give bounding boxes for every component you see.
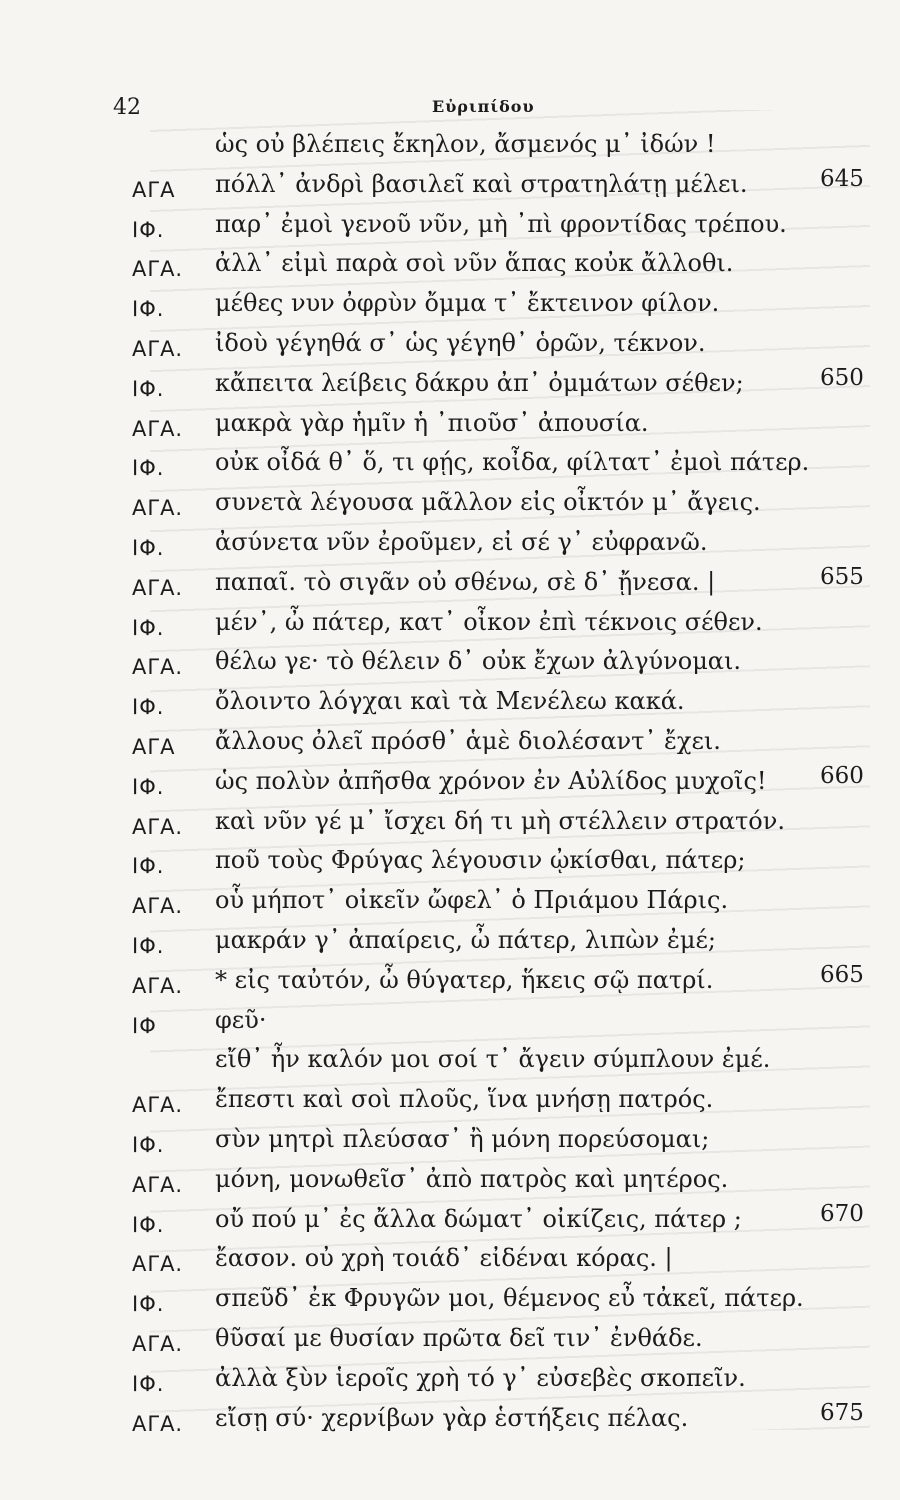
running-head: Εὐριπίδου bbox=[432, 97, 535, 116]
speaker-label: ΑΓΑ. bbox=[132, 1172, 184, 1197]
verse-text: φεῦ· bbox=[215, 1005, 267, 1034]
verse-line bbox=[0, 130, 900, 170]
speaker-label: ΙΦ. bbox=[132, 456, 165, 481]
verse-line bbox=[0, 1364, 900, 1404]
verse-text: εἴθ᾽ ἦν καλόν μοι σοί τ᾽ ἄγειν σύμπλουν ἐμέ. bbox=[215, 1045, 771, 1074]
verse-text: καὶ νῦν γέ μ᾽ ἴσχει δή τι μὴ στέλλειν στρατόν. bbox=[215, 806, 785, 835]
speaker-label: ΙΦ. bbox=[132, 297, 165, 322]
verse-line bbox=[0, 926, 900, 966]
verse-line bbox=[0, 1244, 900, 1284]
verse-line bbox=[0, 409, 900, 449]
speaker-label: ΑΓΑ. bbox=[132, 1093, 184, 1118]
verse-text: οὔ πού μ᾽ ἐς ἄλλα δώματ᾽ οἰκίζεις, πάτερ ; bbox=[215, 1204, 742, 1233]
speaker-label: ΑΓΑ. bbox=[132, 1411, 184, 1436]
verse-text: θῦσαί με θυσίαν πρῶτα δεῖ τιν᾽ ἐνθάδε. bbox=[215, 1324, 703, 1352]
verse-line bbox=[0, 727, 900, 767]
verse-text: οὐκ οἶδά θ᾽ ὅ, τι φῄς, κοἶδα, φίλτατ᾽ ἐμοὶ πάτερ. bbox=[215, 448, 810, 477]
speaker-label: ΙΦ. bbox=[132, 536, 165, 560]
speaker-label: ΙΦ. bbox=[132, 934, 165, 958]
verse-line bbox=[0, 1006, 900, 1046]
verse-text: ἀλλὰ ξὺν ἱεροῖς χρὴ τό γ᾽ εὐσεβὲς σκοπεῖν. bbox=[215, 1363, 746, 1392]
verse-line bbox=[0, 961, 900, 1006]
verse-line bbox=[0, 807, 900, 847]
speaker-label: ΑΓΑ. bbox=[132, 337, 184, 361]
speaker-label: ΙΦ. bbox=[132, 217, 165, 242]
speaker-label: ΑΓΑ. bbox=[132, 496, 184, 521]
verse-line bbox=[0, 563, 900, 608]
speaker-label: ΑΓΑ. bbox=[132, 416, 184, 441]
verse-line bbox=[0, 488, 900, 528]
verse-text: ἔπεστι καὶ σοὶ πλοῦς, ἵνα μνήσῃ πατρός. bbox=[215, 1085, 714, 1114]
speaker-label: ΑΓΑ. bbox=[132, 575, 184, 600]
verse-text: μέθες νυν ὀφρὺν ὄμμα τ᾽ ἔκτεινον φίλον. bbox=[215, 289, 720, 318]
speaker-label: ΑΓΑ. bbox=[132, 814, 184, 839]
page-number: 42 bbox=[113, 95, 141, 120]
verse-line bbox=[0, 289, 900, 329]
verse-line bbox=[0, 329, 900, 369]
speaker-label: ΑΓΑ. bbox=[132, 1252, 184, 1277]
verse-text: πόλλ᾽ ἀνδρὶ βασιλεῖ καὶ στρατηλάτῃ μέλει. bbox=[215, 169, 748, 198]
verse-text: σπεῦδ᾽ ἐκ Φρυγῶν μοι, θέμενος εὖ τἀκεῖ, πάτερ. bbox=[215, 1284, 804, 1313]
verse-line bbox=[0, 1045, 900, 1085]
line-number: 650 bbox=[820, 364, 864, 391]
speaker-label: ΑΓΑ. bbox=[132, 257, 184, 282]
verse-line bbox=[0, 528, 900, 568]
verse-text: ὡς οὐ βλέπεις ἔκηλον, ἄσμενός μ᾽ ἰδών ! bbox=[215, 130, 716, 158]
verse-line bbox=[0, 249, 900, 289]
verse-text: θέλω γε· τὸ θέλειν δ᾽ οὐκ ἔχων ἀλγύνομαι. bbox=[215, 647, 742, 676]
verse-text: μακράν γ᾽ ἀπαίρεις, ὦ πάτερ, λιπὼν ἐμέ; bbox=[215, 926, 716, 954]
verse-line bbox=[0, 886, 900, 926]
verse-text: εἴσῃ σύ· χερνίβων γὰρ ἑστήξεις πέλας. bbox=[215, 1403, 689, 1432]
speaker-label: ΙΦ. bbox=[132, 1292, 165, 1317]
verse-text: ὄλοιντο λόγχαι καὶ τὰ Μενέλεω κακά. bbox=[215, 687, 685, 716]
verse-text: ἀλλ᾽ εἰμὶ παρὰ σοὶ νῦν ἅπας κοὐκ ἄλλοθι. bbox=[215, 249, 734, 278]
verse-line bbox=[0, 1324, 900, 1364]
speaker-label: ΙΦ bbox=[132, 1013, 157, 1038]
verse-line bbox=[0, 647, 900, 687]
speaker-label: ΙΦ. bbox=[132, 695, 165, 720]
verse-line bbox=[0, 846, 900, 886]
verse-text: συνετὰ λέγουσα μᾶλλον εἰς οἶκτόν μ᾽ ἄγεις. bbox=[215, 488, 761, 517]
verse-line bbox=[0, 1399, 900, 1444]
line-number: 665 bbox=[820, 961, 864, 988]
verse-text: οὗ μήποτ᾽ οἰκεῖν ὤφελ᾽ ὁ Πριάμου Πάρις. bbox=[215, 886, 729, 915]
verse-line bbox=[0, 762, 900, 807]
verse-line bbox=[0, 608, 900, 648]
speaker-label: ΙΦ. bbox=[132, 615, 165, 640]
verse-text: μόνη, μονωθεῖσ᾽ ἀπὸ πατρὸς καὶ μητέρος. bbox=[215, 1164, 729, 1193]
verse-line bbox=[0, 687, 900, 727]
verse-text: ἄλλους ὀλεῖ πρόσθ᾽ ἁμὲ διολέσαντ᾽ ἔχει. bbox=[215, 727, 721, 755]
verse-text: ἔασον. οὐ χρὴ τοιάδ᾽ εἰδέναι κόρας. | bbox=[215, 1244, 673, 1273]
verse-line bbox=[0, 1125, 900, 1165]
verse-line bbox=[0, 448, 900, 488]
line-number: 645 bbox=[820, 165, 864, 192]
speaker-label: ΙΦ. bbox=[132, 1133, 165, 1157]
speaker-label: ΙΦ. bbox=[132, 1212, 165, 1237]
line-number: 660 bbox=[820, 762, 864, 789]
speaker-label: ΑΓΑ. bbox=[132, 973, 184, 998]
speaker-label: ΑΓΑ. bbox=[132, 1332, 184, 1356]
verse-text: παπαῖ. τὸ σιγᾶν οὐ σθένω, σὲ δ᾽ ᾔνεσα. | bbox=[215, 567, 716, 596]
verse-text: κἄπειτα λείβεις δάκρυ ἀπ᾽ ὀμμάτων σέθεν; bbox=[215, 368, 744, 397]
line-number: 675 bbox=[820, 1399, 864, 1426]
speaker-label: ΑΓΑ bbox=[132, 735, 176, 759]
verse-line bbox=[0, 1200, 900, 1245]
speaker-label: ΙΦ. bbox=[132, 376, 165, 401]
verse-line bbox=[0, 210, 900, 250]
verse-text: ἰδοὺ γέγηθά σ᾽ ὡς γέγηθ᾽ ὁρῶν, τέκνον. bbox=[215, 329, 706, 357]
speaker-label: ΑΓΑ. bbox=[132, 655, 184, 680]
verse-text: ἀσύνετα νῦν ἐροῦμεν, εἰ σέ γ᾽ εὐφρανῶ. bbox=[215, 528, 708, 556]
verse-text: μέν᾽, ὦ πάτερ, κατ᾽ οἶκον ἐπὶ τέκνοις σέθεν. bbox=[215, 607, 763, 636]
verse-text: παρ᾽ ἐμοὶ γενοῦ νῦν, μὴ ᾽πὶ φροντίδας τρέπου. bbox=[215, 209, 787, 238]
verse-line bbox=[0, 1085, 900, 1125]
verse-line bbox=[0, 364, 900, 409]
speaker-label: ΙΦ. bbox=[132, 1371, 165, 1396]
verse-text: ποῦ τοὺς Φρύγας λέγουσιν ᾠκίσθαι, πάτερ; bbox=[215, 846, 746, 875]
verse-text: σὺν μητρὶ πλεύσασ᾽ ἢ μόνη πορεύσομαι; bbox=[215, 1125, 710, 1153]
verse-text: ὡς πολὺν ἀπῆσθα χρόνον ἐν Αὐλίδος μυχοῖς! bbox=[215, 766, 767, 795]
line-number: 655 bbox=[820, 563, 864, 590]
speaker-label: ΑΓΑ. bbox=[132, 894, 184, 919]
verse-line bbox=[0, 165, 900, 210]
speaker-label: ΙΦ. bbox=[132, 774, 165, 799]
verse-line bbox=[0, 1284, 900, 1324]
verse-text: * εἰς ταὐτόν, ὦ θύγατερ, ἥκεις σῷ πατρί. bbox=[215, 965, 714, 994]
speaker-label: ΑΓΑ bbox=[132, 177, 176, 202]
line-number: 670 bbox=[820, 1200, 864, 1227]
speaker-label: ΙΦ. bbox=[132, 854, 165, 879]
verse-text: μακρὰ γὰρ ἡμῖν ἡ ᾽πιοῦσ᾽ ἀπουσία. bbox=[215, 408, 649, 437]
verse-line bbox=[0, 1165, 900, 1205]
